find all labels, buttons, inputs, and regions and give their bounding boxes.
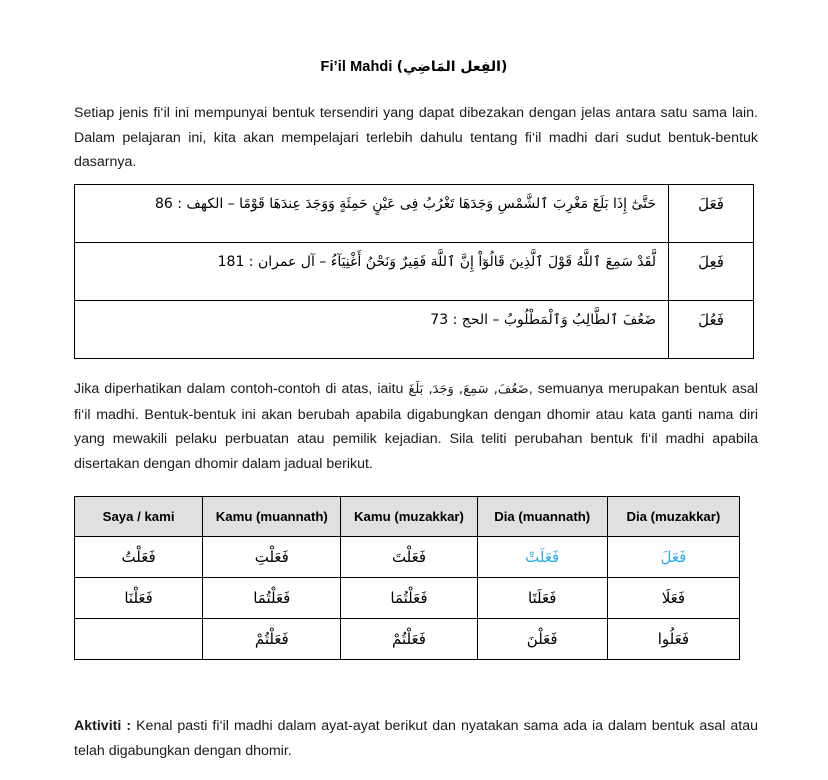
conjugation-cell: فَعَلْتَ <box>341 537 477 578</box>
table-row <box>75 537 740 578</box>
example-verse-text: لَّقَدْ سَمِعَ ٱللَّهُ قَوْلَ ٱلَّذِينَ قَالُوٓاْ إِنَّ ٱللَّهَ فَقِيرٌ وَنَحْنُ أَغْنِيَآءُ – آل عمران : 181 <box>217 254 656 270</box>
page-title-latin: Fi’il Mahdi <box>320 59 393 75</box>
column-header-dia-muannath: Dia (muannath) <box>477 497 607 537</box>
conjugation-cell: فَعَلْتُمَا <box>341 578 477 619</box>
middle-paragraph-part1: Jika diperhatikan dalam contoh-contoh di atas, iaitu <box>74 381 409 397</box>
example-pattern-text: فَعُلَ <box>698 311 724 329</box>
example-pattern-text: فَعِلَ <box>698 253 724 271</box>
conjugation-cell-empty <box>75 619 203 660</box>
activity-label: Aktiviti : <box>74 718 132 734</box>
middle-paragraph-part2: , semuanya merupakan bentuk asal fi‘il madhi. Bentuk-bentuk ini akan berubah apabila digabungkan dengan dhomir atau kata ganti nama diri yang mewakili pelaku perbuatan atau pemilik kejadian. Sila teliti perubahan bentuk fi‘il madhi apabila disertakan dengan dhomir dalam jadual berikut. <box>74 381 758 472</box>
example-verse-cell <box>75 301 669 359</box>
conjugation-cell: فَعَلْنَا <box>75 578 203 619</box>
example-verse-text: ضَعُفَ ٱلطَّالِبُ وَٱلْمَطْلُوبُ – الحج : 73 <box>430 312 656 328</box>
middle-paragraph-arabic-words: ضَعُفَ, سَمِعَ, وَجَدَ, بَلَغَ <box>408 382 529 397</box>
example-pattern-text: فَعَلَ <box>698 195 724 213</box>
conjugation-table <box>74 496 740 660</box>
table-row <box>75 185 754 243</box>
example-pattern-cell <box>669 301 754 359</box>
conjugation-cell-highlighted: فَعَلَتْ <box>477 537 607 578</box>
column-header-dia-muzakkar: Dia (muzakkar) <box>607 497 739 537</box>
table-row <box>75 243 754 301</box>
column-header-kamu-muannath: Kamu (muannath) <box>203 497 341 537</box>
conjugation-cell: فَعَلْتُمْ <box>341 619 477 660</box>
conjugation-cell: فَعَلْتُمْ <box>203 619 341 660</box>
conjugation-cell: فَعَلْنَ <box>477 619 607 660</box>
example-pattern-cell <box>669 185 754 243</box>
conjugation-cell: فَعَلْتُ <box>75 537 203 578</box>
conjugation-cell: فَعَلَتَا <box>477 578 607 619</box>
conjugation-cell: فَعَلُوا <box>607 619 739 660</box>
conjugation-cell: فَعَلْتُمَا <box>203 578 341 619</box>
column-header-saya-kami: Saya / kami <box>75 497 203 537</box>
example-pattern-cell <box>669 243 754 301</box>
example-verse-cell <box>75 243 669 301</box>
example-verse-cell <box>75 185 669 243</box>
examples-table <box>74 184 754 359</box>
column-header-kamu-muzakkar: Kamu (muzakkar) <box>341 497 477 537</box>
activity-text: Kenal pasti fi‘il madhi dalam ayat-ayat berikut dan nyatakan sama ada ia dalam bentuk asal atau telah digabungkan dengan dhomir. <box>74 718 759 759</box>
conjugation-cell: فَعَلَا <box>607 578 739 619</box>
page-title-arabic: (الفِعل المَاضِي) <box>396 59 508 75</box>
page-title <box>74 56 754 78</box>
intro-paragraph: Setiap jenis fi‘il ini mempunyai bentuk tersendiri yang dapat dibezakan dengan jelas antara satu sama lain. Dalam pelajaran ini, kita akan mempelajari terlebih dahulu tentang fi‘il madhi dari sudut bentuk-bentuk dasarnya. <box>74 105 758 170</box>
conjugation-cell: فَعَلْتِ <box>203 537 341 578</box>
table-row <box>75 619 740 660</box>
example-verse-text: حَتَّىٰٓ إِذَا بَلَغَ مَغْرِبَ ٱلشَّمْسِ وَجَدَهَا تَغْرُبُ فِى عَيْنٍ حَمِئَةٍ وَوَجَدَ عِندَهَا قَوْمًا – الكهف : 86 <box>154 196 656 212</box>
middle-paragraph <box>74 377 758 476</box>
table-row <box>75 578 740 619</box>
table-header-row <box>75 497 740 537</box>
activity-paragraph <box>74 714 758 763</box>
conjugation-cell-highlighted: فَعَلَ <box>607 537 739 578</box>
table-row <box>75 301 754 359</box>
